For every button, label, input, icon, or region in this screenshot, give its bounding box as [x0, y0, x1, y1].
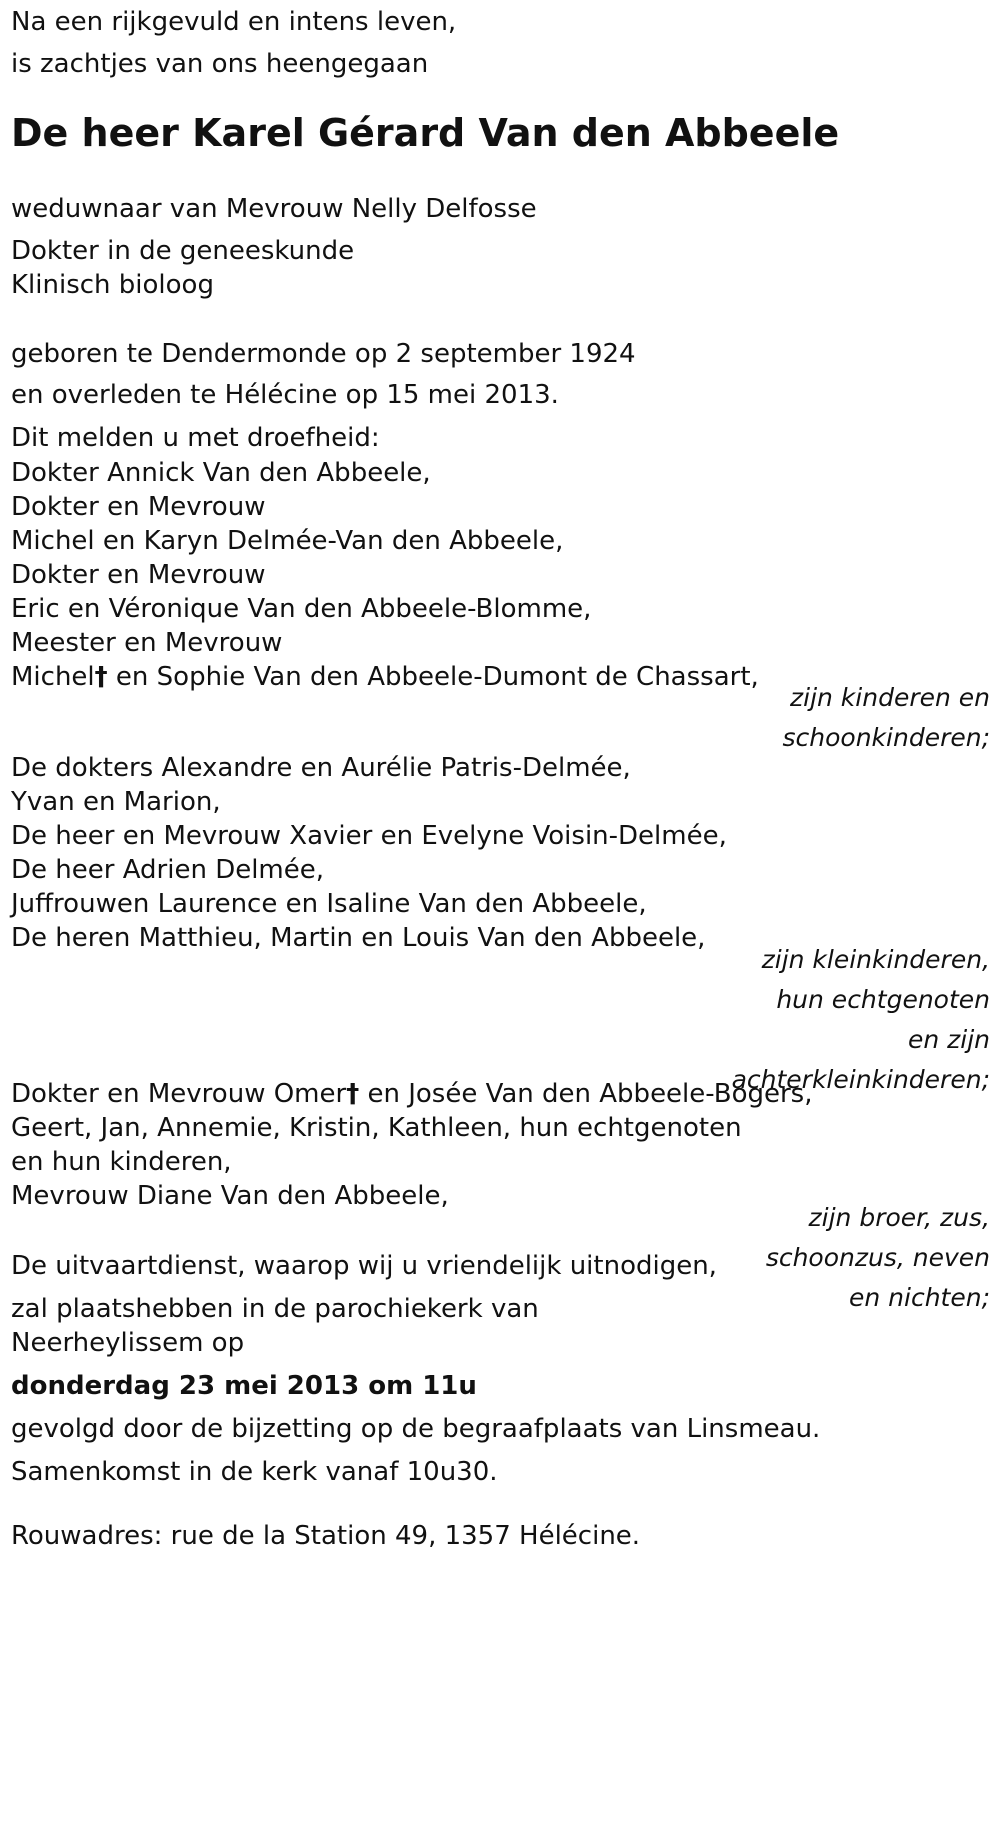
service-date: donderdag 23 mei 2013 om 11u — [11, 1371, 477, 1401]
grandchildren-line: De heer en Mevrouw Xavier en Evelyne Voisin-Delmée, — [11, 821, 727, 851]
relation-line: zijn broer, zus, — [808, 1203, 990, 1232]
grandchildren-line: De dokters Alexandre en Aurélie Patris-Delmée, — [11, 753, 631, 783]
siblings-relation — [766, 1198, 990, 1318]
child-name: Michel — [11, 662, 95, 692]
relation-line: en zijn — [907, 1025, 990, 1054]
children-line: Meester en Mevrouw — [11, 628, 283, 658]
grandchildren-line: De heren Matthieu, Martin en Louis Van den Abbeele, — [11, 923, 706, 953]
deceased-cross-icon: † — [94, 662, 108, 692]
gathering-line: Samenkomst in de kerk vanaf 10u30. — [11, 1457, 498, 1487]
grandchildren-line: Juffrouwen Laurence en Isaline Van den Abbeele, — [11, 889, 647, 919]
born-line: geboren te Dendermonde op 2 september 1924 — [11, 339, 636, 369]
died-line: en overleden te Hélécine op 15 mei 2013. — [11, 380, 559, 410]
profession-line-2: Klinisch bioloog — [11, 270, 214, 300]
children-relation — [783, 678, 991, 758]
children-line: Eric en Véronique Van den Abbeele-Blomme, — [11, 594, 592, 624]
service-line-1: De uitvaartdienst, waarop wij u vriendelijk uitnodigen, — [11, 1251, 717, 1281]
relation-line: achterkleinkinderen; — [731, 1065, 990, 1094]
announce-line: Dit melden u met droefheid: — [11, 423, 380, 453]
children-line: Dokter en Mevrouw — [11, 492, 266, 522]
grandchildren-relation — [732, 940, 990, 1100]
children-line: Michel en Karyn Delmée-Van den Abbeele, — [11, 526, 564, 556]
deceased-cross-icon: † — [346, 1079, 360, 1109]
children-line: Dokter Annick Van den Abbeele, — [11, 458, 431, 488]
service-line-2: zal plaatshebben in de parochiekerk van — [11, 1294, 539, 1324]
grandchildren-line: Yvan en Marion, — [11, 787, 221, 817]
sibling-name: Dokter en Mevrouw Omer — [11, 1079, 347, 1109]
siblings-line-first — [11, 1078, 812, 1110]
relation-line: zijn kleinkinderen, — [761, 945, 990, 974]
intro-line-1: Na een rijkgevuld en intens leven, — [11, 7, 457, 37]
relation-line: en nichten; — [848, 1283, 990, 1312]
siblings-line: en hun kinderen, — [11, 1147, 232, 1177]
intro-line-2: is zachtjes van ons heengegaan — [11, 49, 429, 79]
grandchildren-line: De heer Adrien Delmée, — [11, 855, 325, 885]
children-line: Dokter en Mevrouw — [11, 560, 266, 590]
relation-line: hun echtgenoten — [776, 985, 990, 1014]
sibling-name-rest: en Josée Van den Abbeele-Bogers, — [359, 1079, 813, 1109]
relation-line: schoonkinderen; — [782, 723, 990, 752]
widower-line: weduwnaar van Mevrouw Nelly Delfosse — [11, 194, 537, 224]
deceased-name: De heer Karel Gérard Van den Abbeele — [11, 111, 840, 155]
relation-line: schoonzus, neven — [765, 1243, 990, 1272]
mourning-address: Rouwadres: rue de la Station 49, 1357 Hélécine. — [11, 1521, 641, 1551]
service-line-3: Neerheylissem op — [11, 1328, 245, 1358]
siblings-line: Geert, Jan, Annemie, Kristin, Kathleen, hun echtgenoten — [11, 1113, 742, 1143]
child-name-rest: en Sophie Van den Abbeele-Dumont de Chassart, — [107, 662, 759, 692]
children-line-last — [11, 661, 759, 693]
profession-line-1: Dokter in de geneeskunde — [11, 236, 355, 266]
siblings-line: Mevrouw Diane Van den Abbeele, — [11, 1181, 449, 1211]
burial-line: gevolgd door de bijzetting op de begraafplaats van Linsmeau. — [11, 1414, 821, 1444]
relation-line: zijn kinderen en — [790, 683, 990, 712]
